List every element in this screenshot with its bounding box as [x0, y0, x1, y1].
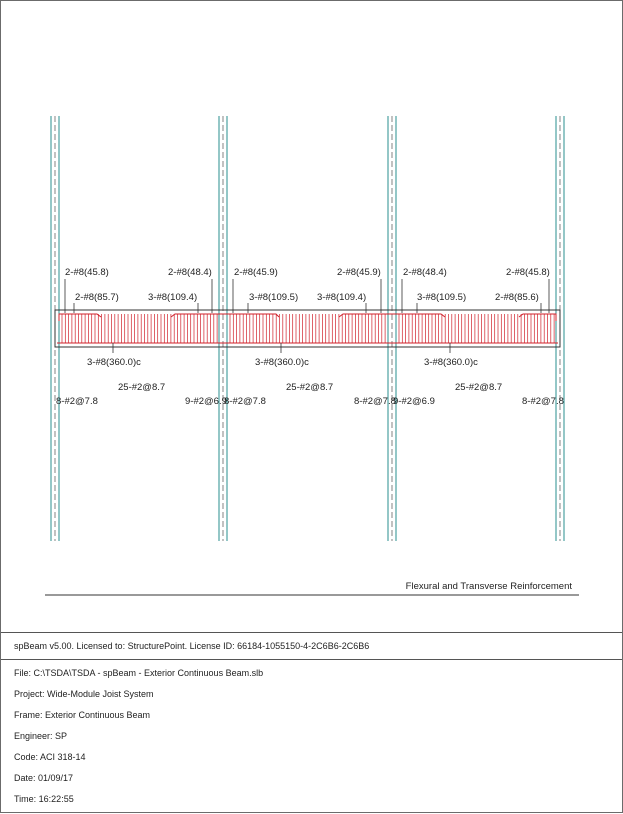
code-line: Code: ACI 318-14 [14, 752, 86, 762]
top-bar-inner-label: 2-#8(85.6) [495, 292, 539, 303]
stirrup-end-label: 8-#2@7.8 [522, 396, 564, 407]
time-line: Time: 16:22:55 [14, 794, 74, 804]
beam-outline [55, 310, 560, 347]
bottom-bar-label: 3-#8(360.0)c [424, 357, 478, 368]
project-line: Project: Wide-Module Joist System [14, 689, 154, 699]
bottom-bar-label: 3-#8(360.0)c [255, 357, 309, 368]
stirrup-end-label: 8-#2@7.8 [354, 396, 396, 407]
stirrup-end-label: 9-#2@6.9 [185, 396, 227, 407]
top-bar-label: 2-#8(45.8) [65, 267, 109, 278]
diagram-caption: Flexural and Transverse Reinforcement [405, 581, 572, 592]
bottom-bar-label: 3-#8(360.0)c [87, 357, 141, 368]
date-line: Date: 01/09/17 [14, 773, 74, 783]
top-bar-inner-label: 2-#8(85.7) [75, 292, 119, 303]
top-bar-inner-label: 3-#8(109.5) [249, 292, 299, 303]
stirrup-mid-label: 25-#2@8.7 [118, 382, 166, 393]
frame-line: Frame: Exterior Continuous Beam [14, 710, 151, 720]
top-bar-label: 2-#8(45.8) [506, 267, 550, 278]
license-bar [1, 632, 622, 660]
top-bar-label: 2-#8(48.4) [403, 267, 447, 278]
stirrup-mid-label: 25-#2@8.7 [455, 382, 503, 393]
stirrup-end-label: 9-#2@6.9 [393, 396, 435, 407]
top-bar-label: 2-#8(48.4) [168, 267, 212, 278]
column-centerlines [55, 116, 560, 541]
top-bar-label: 2-#8(45.9) [337, 267, 381, 278]
top-bar-label: 2-#8(45.9) [234, 267, 278, 278]
stirrup-end-label: 8-#2@7.8 [56, 396, 98, 407]
project-info [14, 667, 263, 814]
stirrup-end-label: 8-#2@7.8 [224, 396, 266, 407]
longitudinal-bars [57, 314, 558, 343]
reinforcement-drawing [1, 1, 622, 631]
license-text: spBeam v5.00. Licensed to: StructurePoint. License ID: 66184-1055150-4-2C6B6-2C6B6 [14, 641, 370, 651]
top-bar-inner-label: 3-#8(109.5) [417, 292, 467, 303]
engineer-line: Engineer: SP [14, 731, 68, 741]
top-bar-inner-label: 3-#8(109.4) [317, 292, 367, 303]
stirrup-lines [62, 314, 554, 343]
top-bar-inner-label: 3-#8(109.4) [148, 292, 198, 303]
file-line: File: C:\TSDA\TSDA - spBeam - Exterior Continuous Beam.slb [14, 668, 264, 678]
stirrup-mid-label: 25-#2@8.7 [286, 382, 334, 393]
